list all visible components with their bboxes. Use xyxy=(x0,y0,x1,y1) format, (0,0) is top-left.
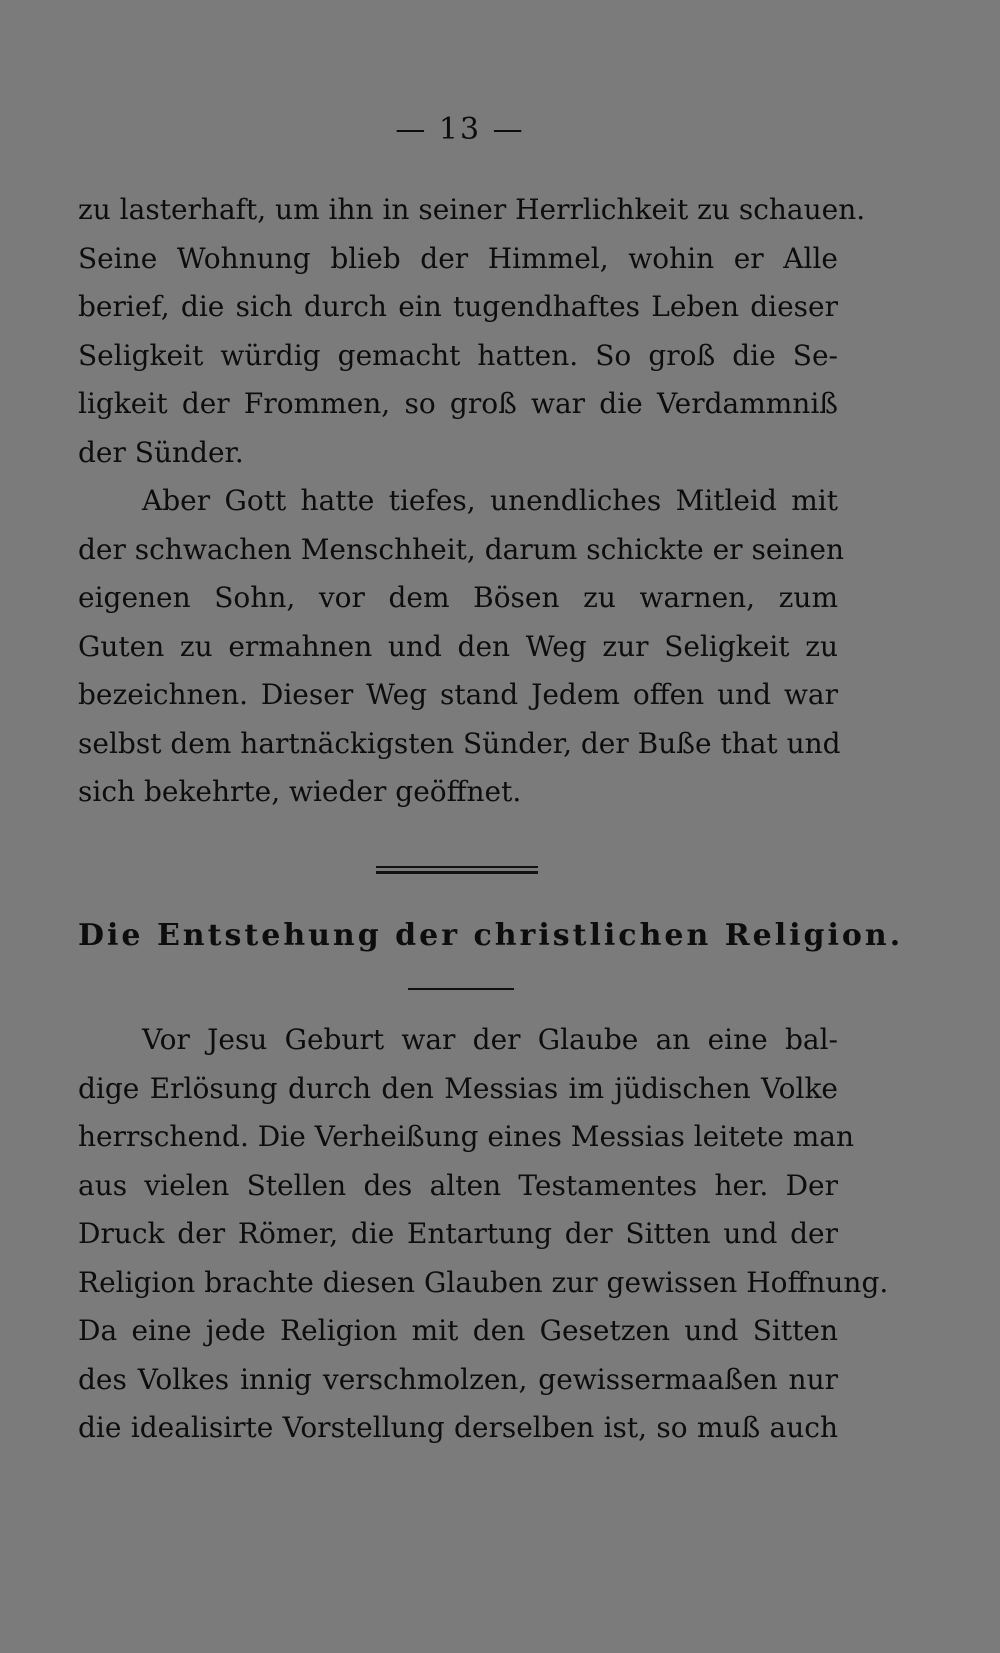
text-line: ligkeit der Frommen, so groß war die Verdammniß xyxy=(78,387,838,420)
text-line: Guten zu ermahnen und den Weg zur Seligkeit zu xyxy=(78,629,838,663)
text-line: berief, die sich durch ein tugendhaftes Leben dieser xyxy=(78,290,838,323)
text-line: Seine Wohnung blieb der Himmel, wohin er Alle xyxy=(78,241,838,275)
text-line: Seligkeit würdig gemacht hatten. So groß die Se- xyxy=(78,338,838,372)
section-2-text xyxy=(78,1016,889,1453)
text-line: die idealisirte Vorstellung derselben ist, so muß auch xyxy=(78,1411,838,1444)
text-line: Druck der Römer, die Entartung der Sitten und der xyxy=(78,1217,838,1250)
text-line: bezeichnen. Dieser Weg stand Jedem offen und war xyxy=(78,678,838,711)
text-line: Da eine jede Religion mit den Gesetzen und Sitten xyxy=(78,1314,838,1347)
text-line: der schwachen Menschheit, darum schickte er seinen xyxy=(78,532,844,566)
page-number: — 13 — xyxy=(395,112,525,147)
text-line: dige Erlösung durch den Messias im jüdischen Volke xyxy=(78,1071,838,1105)
section-divider-double-rule-top xyxy=(376,866,538,868)
text-line: Vor Jesu Geburt war der Glaube an eine bal- xyxy=(142,1023,838,1056)
text-line: des Volkes innig verschmolzen, gewissermaaßen nur xyxy=(78,1362,838,1396)
text-line: zu lasterhaft, um ihn in seiner Herrlichkeit zu schauen. xyxy=(78,193,866,226)
text-line: eigenen Sohn, vor dem Bösen zu warnen, zum xyxy=(78,581,838,614)
heading-underline-rule xyxy=(408,988,514,990)
text-line: Aber Gott hatte tiefes, unendliches Mitleid mit xyxy=(142,484,838,517)
text-line: sich bekehrte, wieder geöffnet. xyxy=(78,775,522,808)
text-line: Religion brachte diesen Glauben zur gewissen Hoffnung. xyxy=(78,1265,889,1299)
text-line: aus vielen Stellen des alten Testamentes her. Der xyxy=(78,1168,838,1202)
section-1-text xyxy=(78,186,866,817)
section-divider-double-rule-bottom xyxy=(376,871,538,874)
text-line: der Sünder. xyxy=(78,435,244,469)
section-heading: Die Entstehung der christlichen Religion. xyxy=(78,918,904,953)
text-line: selbst dem hartnäckigsten Sünder, der Buße that und xyxy=(78,726,841,760)
text-line: herrschend. Die Verheißung eines Messias leitete man xyxy=(78,1120,855,1153)
